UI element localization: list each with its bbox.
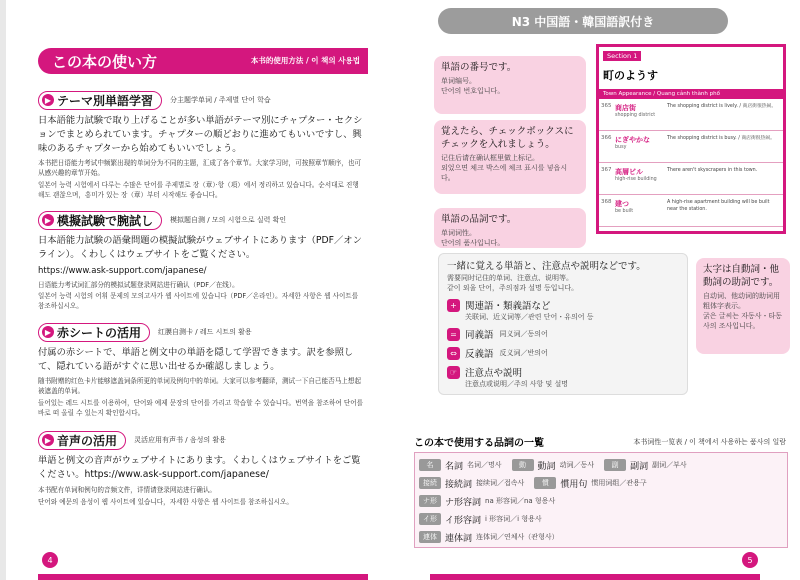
callout-checkbox: 覚えたら、チェックボックスにチェックを入れましょう。 记住后请在确认框里做上标记。 외었으면 체크 박스에 체크 표시를 넣읍시다。 — [434, 120, 586, 194]
legend-box: 一緒に覚える単語と、注意点や説明などです。 需要同时记住的单词、注意点、说明等。 같이 외울 단어，주의점과 설명 등입니다。 + 関連語・類義語など 关联词、近义词等／관련 단어・유의어 등 = 同義語 同义词／동의어 ⇔ 反義語 反义词／반의어 ☞ 注意点や説明 注意点或说明／주의 사항 및 설명 — [438, 253, 688, 395]
section-heading-audio: ▶ 音声の活用 灵活应用有声书 / 음성의 활용 — [38, 430, 226, 450]
bottom-strip — [38, 574, 368, 580]
callout-particles: 太字は自動詞・他動詞の助詞です。 自动词、他动词的助词用粗体字表示。 굵은 글씨는 자동사・타동사의 조사입니다。 — [696, 258, 790, 354]
page-number: 4 — [42, 552, 58, 568]
section-text-kr: 단어와 예문의 음성이 웹 사이트에 있습니다，자세한 사항은 웹 사이트를 참조하십시오。 — [38, 498, 293, 506]
sample-page — [596, 44, 786, 234]
opposite-arrow-icon: ⇔ — [447, 347, 460, 360]
pos-row: 連体 連体詞 连体词／연체사（관형사） — [419, 529, 565, 545]
section-text-kr: 들어있는 레드 시트를 이용하여，단어와 예제 문장의 단어를 가리고 학습할 수 있습니다。번역을 참조하여 단어를 바로 떠 올릴 수 있는지 확인합시다。 — [38, 399, 363, 417]
section-text-cn: 随书附赠的红色卡片能够遮盖词条所更的单词及例句中的单词。大家可以参考翻译，测试一下自己能否马上想起被遮盖的单词。 — [38, 377, 362, 395]
arrow-icon: ▶ — [42, 214, 54, 226]
pos-row: ナ形 ナ形容詞 na 形容词／na 형용사 — [419, 493, 561, 509]
section-text-jp: 日本語能力試験の語彙問題の模擬試験がウェブサイトにあります（PDF／オンライン）。くわしくはウェブサイトをご覧ください。 — [38, 235, 362, 260]
pos-row: 名 名詞 名词／명사 動 動詞 动词／동사 副 副詞 副词／부사 — [419, 457, 693, 473]
section-text-cn: 日语能力考试词汇部分的模拟试题登录网站进行确认（PDF／在线）。 — [38, 281, 239, 289]
arrow-icon: ▶ — [42, 434, 54, 446]
section-text-jp: 単語と例文の音声がウェブサイトにあります。くわしくはウェブサイトをご覧ください。https://www.ask-support.com/japanese/ — [38, 455, 361, 480]
page-edge — [0, 0, 6, 580]
pos-heading-bar — [414, 432, 792, 450]
pos-heading: この本で使用する品詞の一覧 — [414, 438, 544, 449]
page-subtitle: 本书的使用方法 / 이 책의 사용법 — [250, 56, 360, 65]
pos-table — [414, 452, 788, 548]
sample-row: 368 建つ be built A high-rise apartment building will be built near the station. — [599, 197, 783, 227]
page-title: この本の使い方 — [52, 53, 158, 71]
section-heading-theme: ▶ テーマ別単語学習 分主题学单词 / 주제별 단어 학습 — [38, 90, 271, 110]
section-text-kr: 일본어 능력 시험에서 다루는 수많은 단어를 주제별로 장（章）·항（項）에서 정리하고 있습니다。순서대로 진행해도 괜찮으며，흥미가 있는 장（章）부터 시작해도 좋습니다。 — [38, 181, 359, 199]
page-number: 5 — [742, 552, 758, 568]
arrow-icon: ▶ — [42, 326, 54, 338]
bottom-strip — [430, 574, 760, 580]
section-text-cn: 本书配有单词和例句的音频文件，详情请登录网站进行确认。 — [38, 486, 217, 494]
section-text-cn: 本书把日语能力考试中频繁出现的单词分为不同的主题，汇成了各个章节。大家学习时，可按照章节顺序，也可从感兴趣的章节开始。 — [38, 159, 362, 177]
sample-row: 365 商店街 shopping district The shopping district is lively. / 商店街很热闹。 — [599, 101, 783, 131]
section-text-jp: 付属の赤シートで、単語と例文中の単語を隠して学習できます。訳を参照して、隠れている語がすぐに思い出せるか確認しましょう。 — [38, 347, 354, 372]
section-heading-mock-exam: ▶ 模擬試験で腕試し 模拟题自测 / 모의 시험으로 실력 확인 — [38, 210, 286, 230]
equals-icon: = — [447, 328, 460, 341]
pos-row: 接続 接続詞 接续词／접속사 慣 慣用句 惯用词组／관용구 — [419, 475, 653, 491]
legend-item: ☞ 注意点や説明 — [447, 365, 679, 379]
sample-title: 町のようす — [603, 69, 658, 82]
right-page — [400, 0, 800, 580]
sample-row: 366 にぎやかな busy The shopping district is busy. / 商店街很热闹。 — [599, 133, 783, 163]
title-bar — [38, 48, 368, 74]
website-link[interactable]: https://www.ask-support.com/japanese/ — [38, 266, 207, 276]
pointing-hand-icon: ☞ — [447, 366, 460, 379]
arrow-icon: ▶ — [42, 94, 54, 106]
section-text-kr: 일본어 능력 시험의 어휘 문제의 모의고사가 웹 사이트에 있습니다（PDF／온라인）。자세한 사항은 웹 사이트를 참조하십시오。 — [38, 292, 359, 310]
sample-band: Town Appearance / Quang cảnh thành phố — [599, 89, 783, 99]
sample-row: 367 高層ビル high-rise building There aren't skyscrapers in this town. — [599, 165, 783, 195]
legend-item: = 同義語 同义词／동의어 — [447, 327, 679, 341]
sample-section-label: Section 1 — [603, 51, 641, 61]
callout-pos: 単語の品詞です。 单词词性。 단어의 품사입니다。 — [434, 208, 586, 248]
section-heading-red-sheet: ▶ 赤シートの活用 红膜自测卡 / 레드 시트의 활용 — [38, 322, 252, 342]
pos-subheading: 本书词性一览表 / 이 책에서 사용하는 품사의 일람 — [633, 438, 786, 446]
legend-item: + 関連語・類義語など — [447, 298, 679, 312]
callout-number: 単語の番号です。 单词编号。 단어의 번호입니다。 — [434, 56, 586, 114]
plus-icon: + — [447, 299, 460, 312]
legend-item: ⇔ 反義語 反义词／반의어 — [447, 346, 679, 360]
pos-row: イ形 イ形容詞 i 形容词／i 형용사 — [419, 511, 548, 527]
section-text-jp: 日本語能力試験で取り上げることが多い単語がテーマ別にチャプター・セクションでまとめられています。チャプターの順どおりに進めてもいいですし、興味のあるチャプターから始めてもいいでしょう。 — [38, 115, 363, 154]
level-tab: N3 中国語・韓国語訳付き — [438, 8, 728, 34]
